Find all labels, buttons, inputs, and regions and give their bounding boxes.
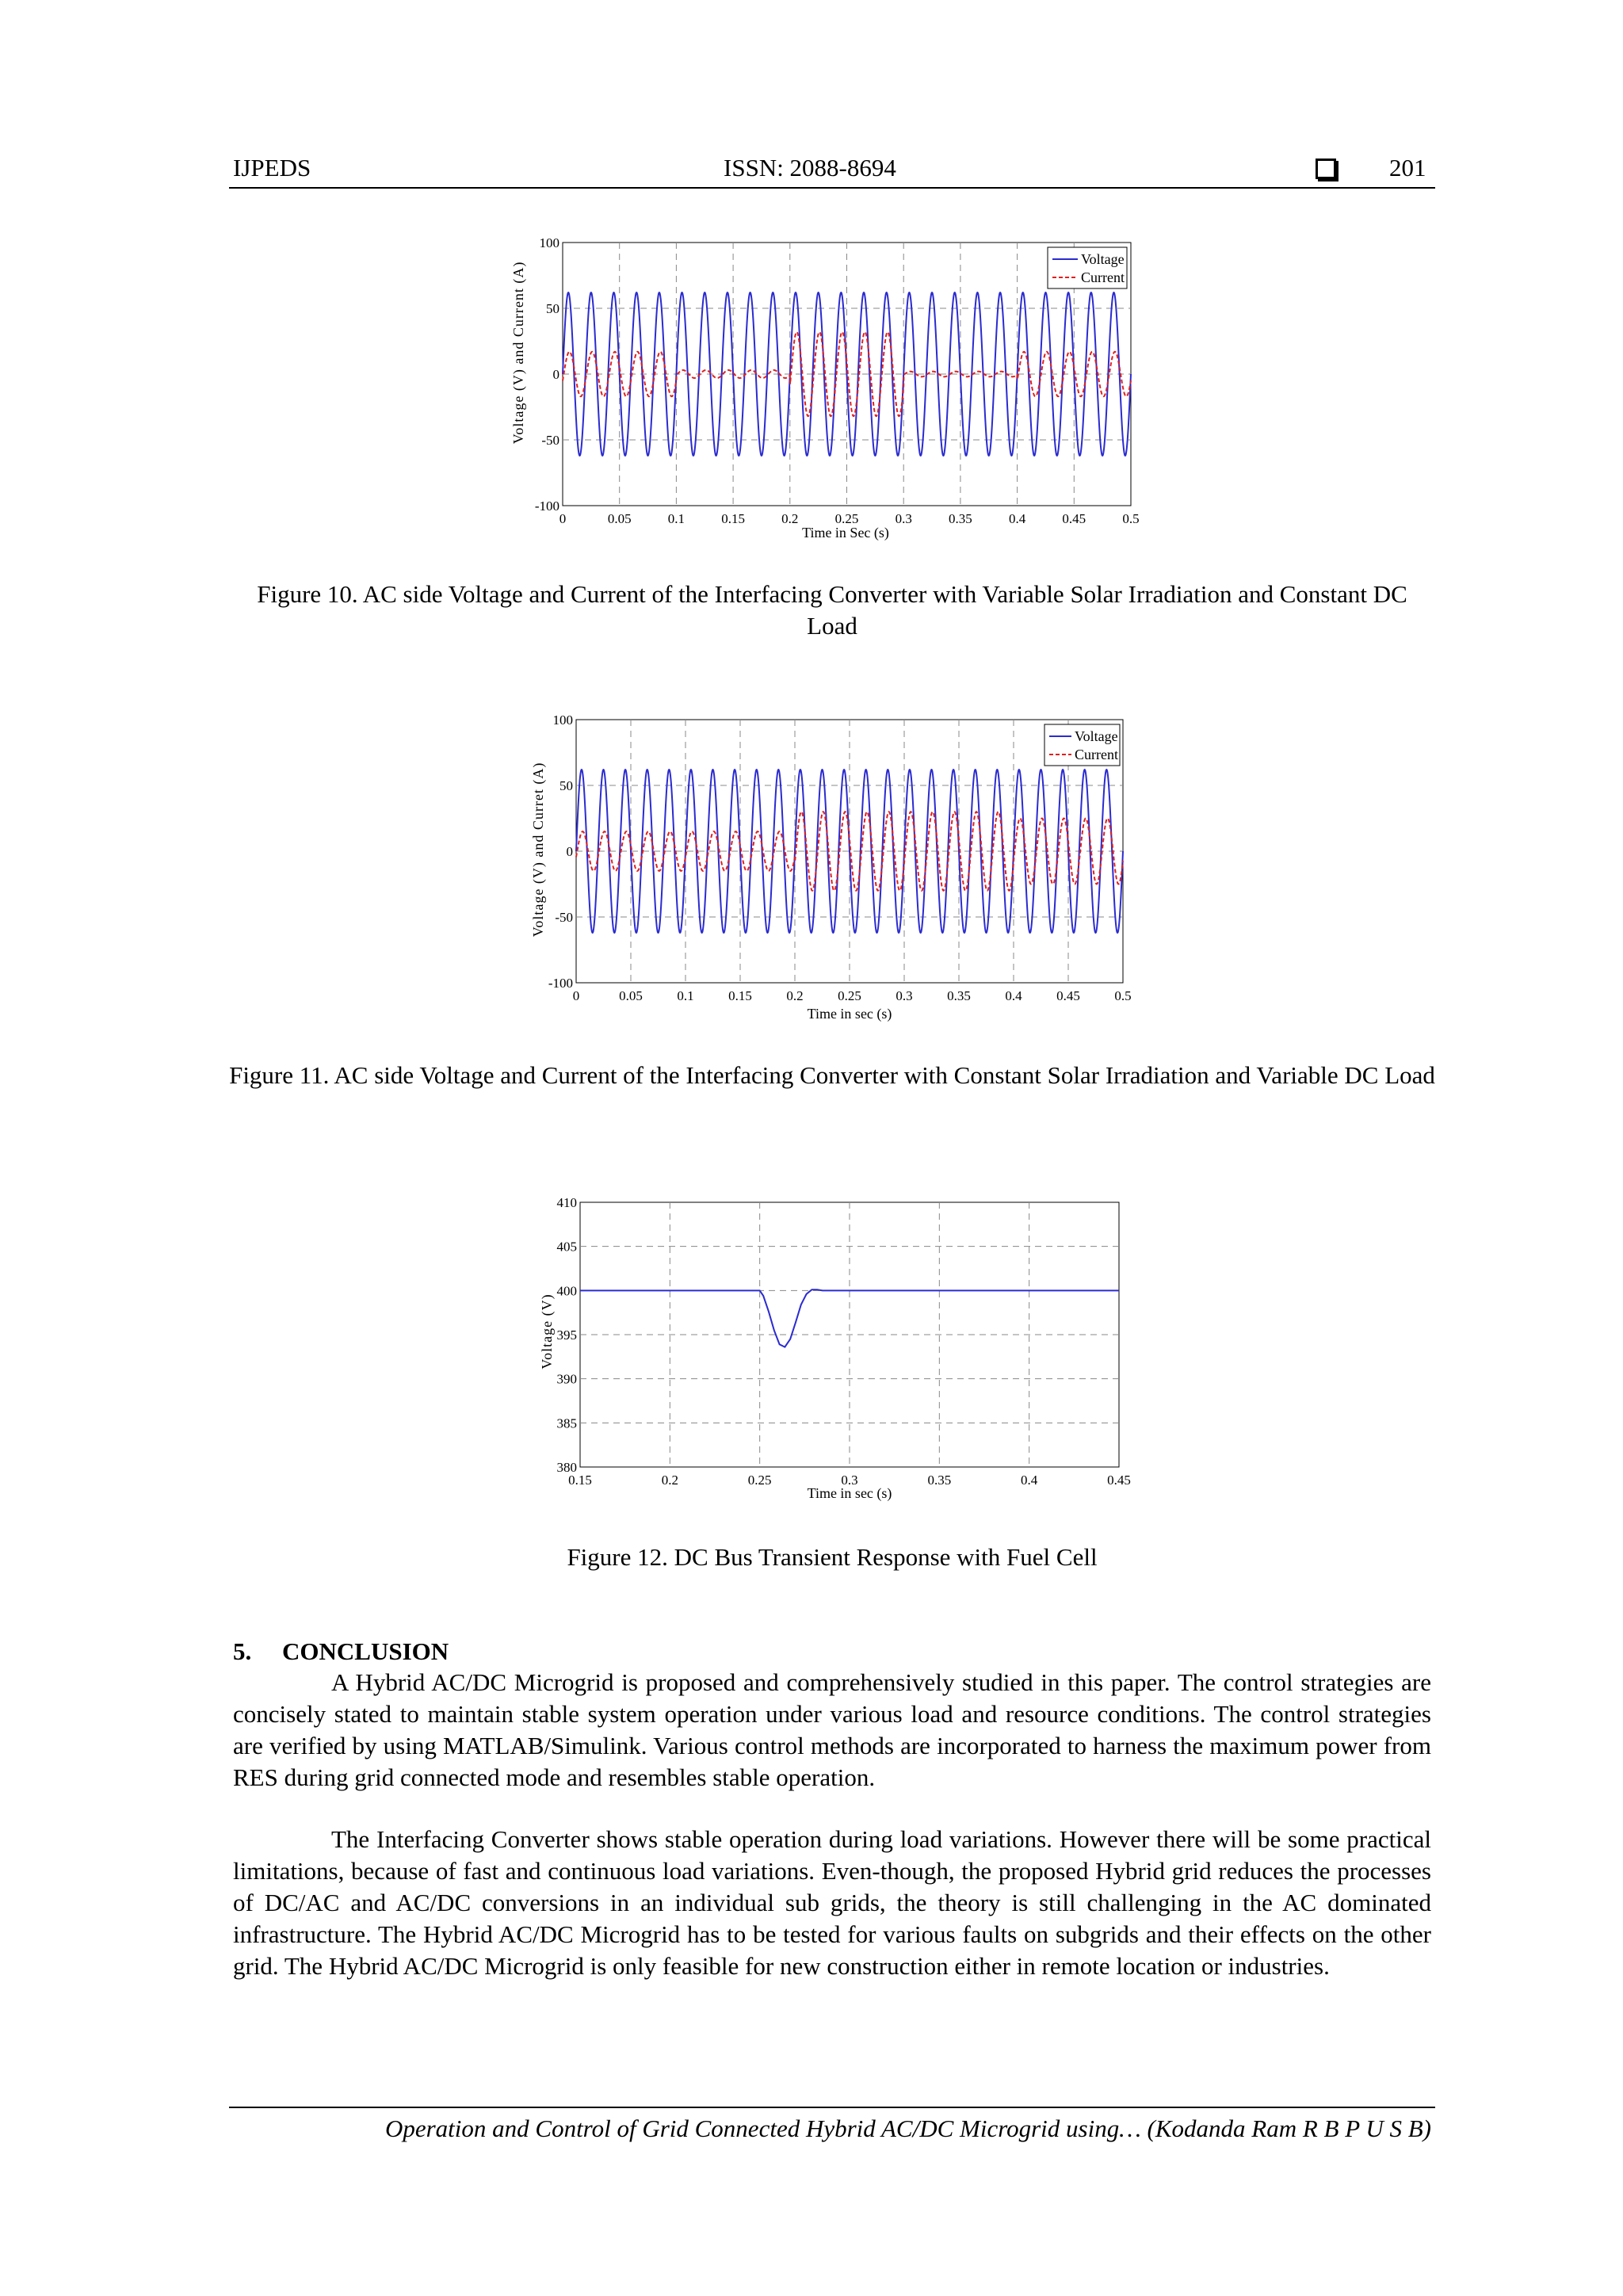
y-tick-label: 390	[556, 1371, 577, 1387]
x-tick-label: 0.05	[607, 511, 632, 526]
y-axis-label: Voltage (V) and Current (A)	[510, 261, 526, 445]
running-footer: Operation and Control of Grid Connected Hybrid AC/DC Microgrid using… (Kodanda Ram R B P U S B)	[384, 2115, 1431, 2142]
x-tick-label: 0.4	[1008, 511, 1026, 526]
y-tick-label: 0	[552, 367, 559, 382]
x-tick-label: 0.25	[747, 1473, 772, 1488]
section-heading	[233, 1637, 449, 1666]
x-tick-label: 0.1	[677, 988, 694, 1003]
footer-rule	[229, 2107, 1435, 2108]
x-tick-label: 0.35	[947, 988, 971, 1003]
x-tick-label: 0.3	[895, 511, 912, 526]
figure-10-caption: Figure 10. AC side Voltage and Current of the Interfacing Converter with Variable Solar Irradiation and Constant DC Load	[257, 580, 1407, 640]
x-tick-label: 0.4	[1021, 1473, 1038, 1488]
y-tick-label: -50	[541, 433, 559, 448]
figure-10-chart	[499, 230, 1149, 547]
y-axis-label: Voltage (V)	[539, 1293, 555, 1370]
y-tick-label: 385	[556, 1415, 577, 1431]
y-tick-label: 50	[546, 301, 559, 316]
x-tick-label: 0.2	[661, 1473, 678, 1488]
figure-11-caption: Figure 11. AC side Voltage and Current of the Interfacing Converter with Constant Solar Irradiation and Variable DC Load	[229, 1061, 1435, 1089]
y-tick-label: 410	[556, 1195, 577, 1210]
legend-current-label: Current	[1081, 269, 1125, 285]
legend	[1048, 247, 1127, 288]
y-tick-label: 0	[566, 844, 573, 859]
x-tick-label: 0	[572, 988, 580, 1003]
x-tick-label: 0.05	[619, 988, 643, 1003]
legend-voltage-label: Voltage	[1081, 251, 1125, 267]
legend-voltage-label: Voltage	[1075, 728, 1118, 744]
x-tick-label: 0.15	[728, 988, 752, 1003]
x-tick-label: 0.35	[949, 511, 972, 526]
figure-11-chart	[519, 711, 1153, 1028]
x-tick-label: 0.15	[721, 511, 745, 526]
y-tick-label: 395	[556, 1328, 577, 1343]
x-tick-label: 0.2	[786, 988, 804, 1003]
y-axis-label: Voltage (V) and Curret (A)	[530, 762, 546, 938]
x-tick-label: 0.3	[841, 1473, 858, 1488]
paragraph: A Hybrid AC/DC Microgrid is proposed and comprehensively studied in this paper. The control strategies are concisely stated to maintain stable system operation under various load and resource conditions. The control strategies are verified by using MATLAB/Simulink. Various control methods are incorporated to harness the maximum power from RES during grid connected mode and resembles stable operation.	[233, 1668, 1431, 1791]
paragraph: The Interfacing Converter shows stable operation during load variations. However there will be some practical limitations, because of fast and continuous load variations. Even-though, the proposed Hybrid grid reduces the processes of DC/AC and AC/DC conversions in an individual sub grids, the theory is still challenging in the AC dominated infrastructure. The Hybrid AC/DC Microgrid has to be tested for various faults on subgrids and their effects on the other grid. The Hybrid AC/DC Microgrid is only feasible for new construction either in remote location or industries.	[233, 1825, 1431, 1980]
y-tick-label: 50	[559, 778, 573, 793]
legend	[1044, 724, 1120, 766]
x-tick-label: 0.25	[838, 988, 861, 1003]
x-tick-label: 0.5	[1122, 511, 1140, 526]
x-axis-label: Time in sec (s)	[807, 1006, 892, 1022]
figure-12-caption: Figure 12. DC Bus Transient Response with Fuel Cell	[567, 1543, 1098, 1571]
y-tick-label: -100	[534, 499, 559, 514]
x-axis-label: Time in sec (s)	[807, 1485, 892, 1501]
x-tick-label: 0.3	[896, 988, 913, 1003]
x-tick-label: 0.15	[568, 1473, 592, 1488]
y-tick-label: 100	[552, 712, 573, 728]
x-tick-label: 0.45	[1062, 511, 1086, 526]
x-tick-label: 0.4	[1005, 988, 1022, 1003]
page-number: 201	[1389, 154, 1426, 181]
header-rule	[229, 187, 1435, 189]
issn: ISSN: 2088-8694	[724, 154, 896, 181]
x-tick-label: 0.5	[1114, 988, 1132, 1003]
x-tick-label: 0	[559, 511, 567, 526]
y-tick-label: 400	[556, 1283, 577, 1299]
x-tick-label: 0.25	[834, 511, 859, 526]
x-tick-label: 0.1	[667, 511, 685, 526]
section-title: CONCLUSION	[282, 1637, 449, 1665]
legend-current-label: Current	[1075, 747, 1118, 762]
x-tick-label: 0.2	[781, 511, 799, 526]
x-tick-label: 0.35	[927, 1473, 952, 1488]
checkbox-icon	[1316, 154, 1336, 182]
section-number: 5.	[233, 1637, 252, 1665]
x-tick-label: 0.45	[1056, 988, 1080, 1003]
x-tick-label: 0.45	[1107, 1473, 1131, 1488]
y-tick-label: 405	[556, 1239, 577, 1255]
figure-12-chart	[523, 1189, 1157, 1506]
x-axis-label: Time in Sec (s)	[802, 525, 889, 541]
y-tick-label: 380	[556, 1460, 577, 1475]
journal-name: IJPEDS	[233, 154, 311, 181]
y-tick-label: -50	[555, 910, 573, 925]
y-tick-label: 100	[539, 235, 559, 250]
y-tick-label: -100	[548, 976, 573, 991]
